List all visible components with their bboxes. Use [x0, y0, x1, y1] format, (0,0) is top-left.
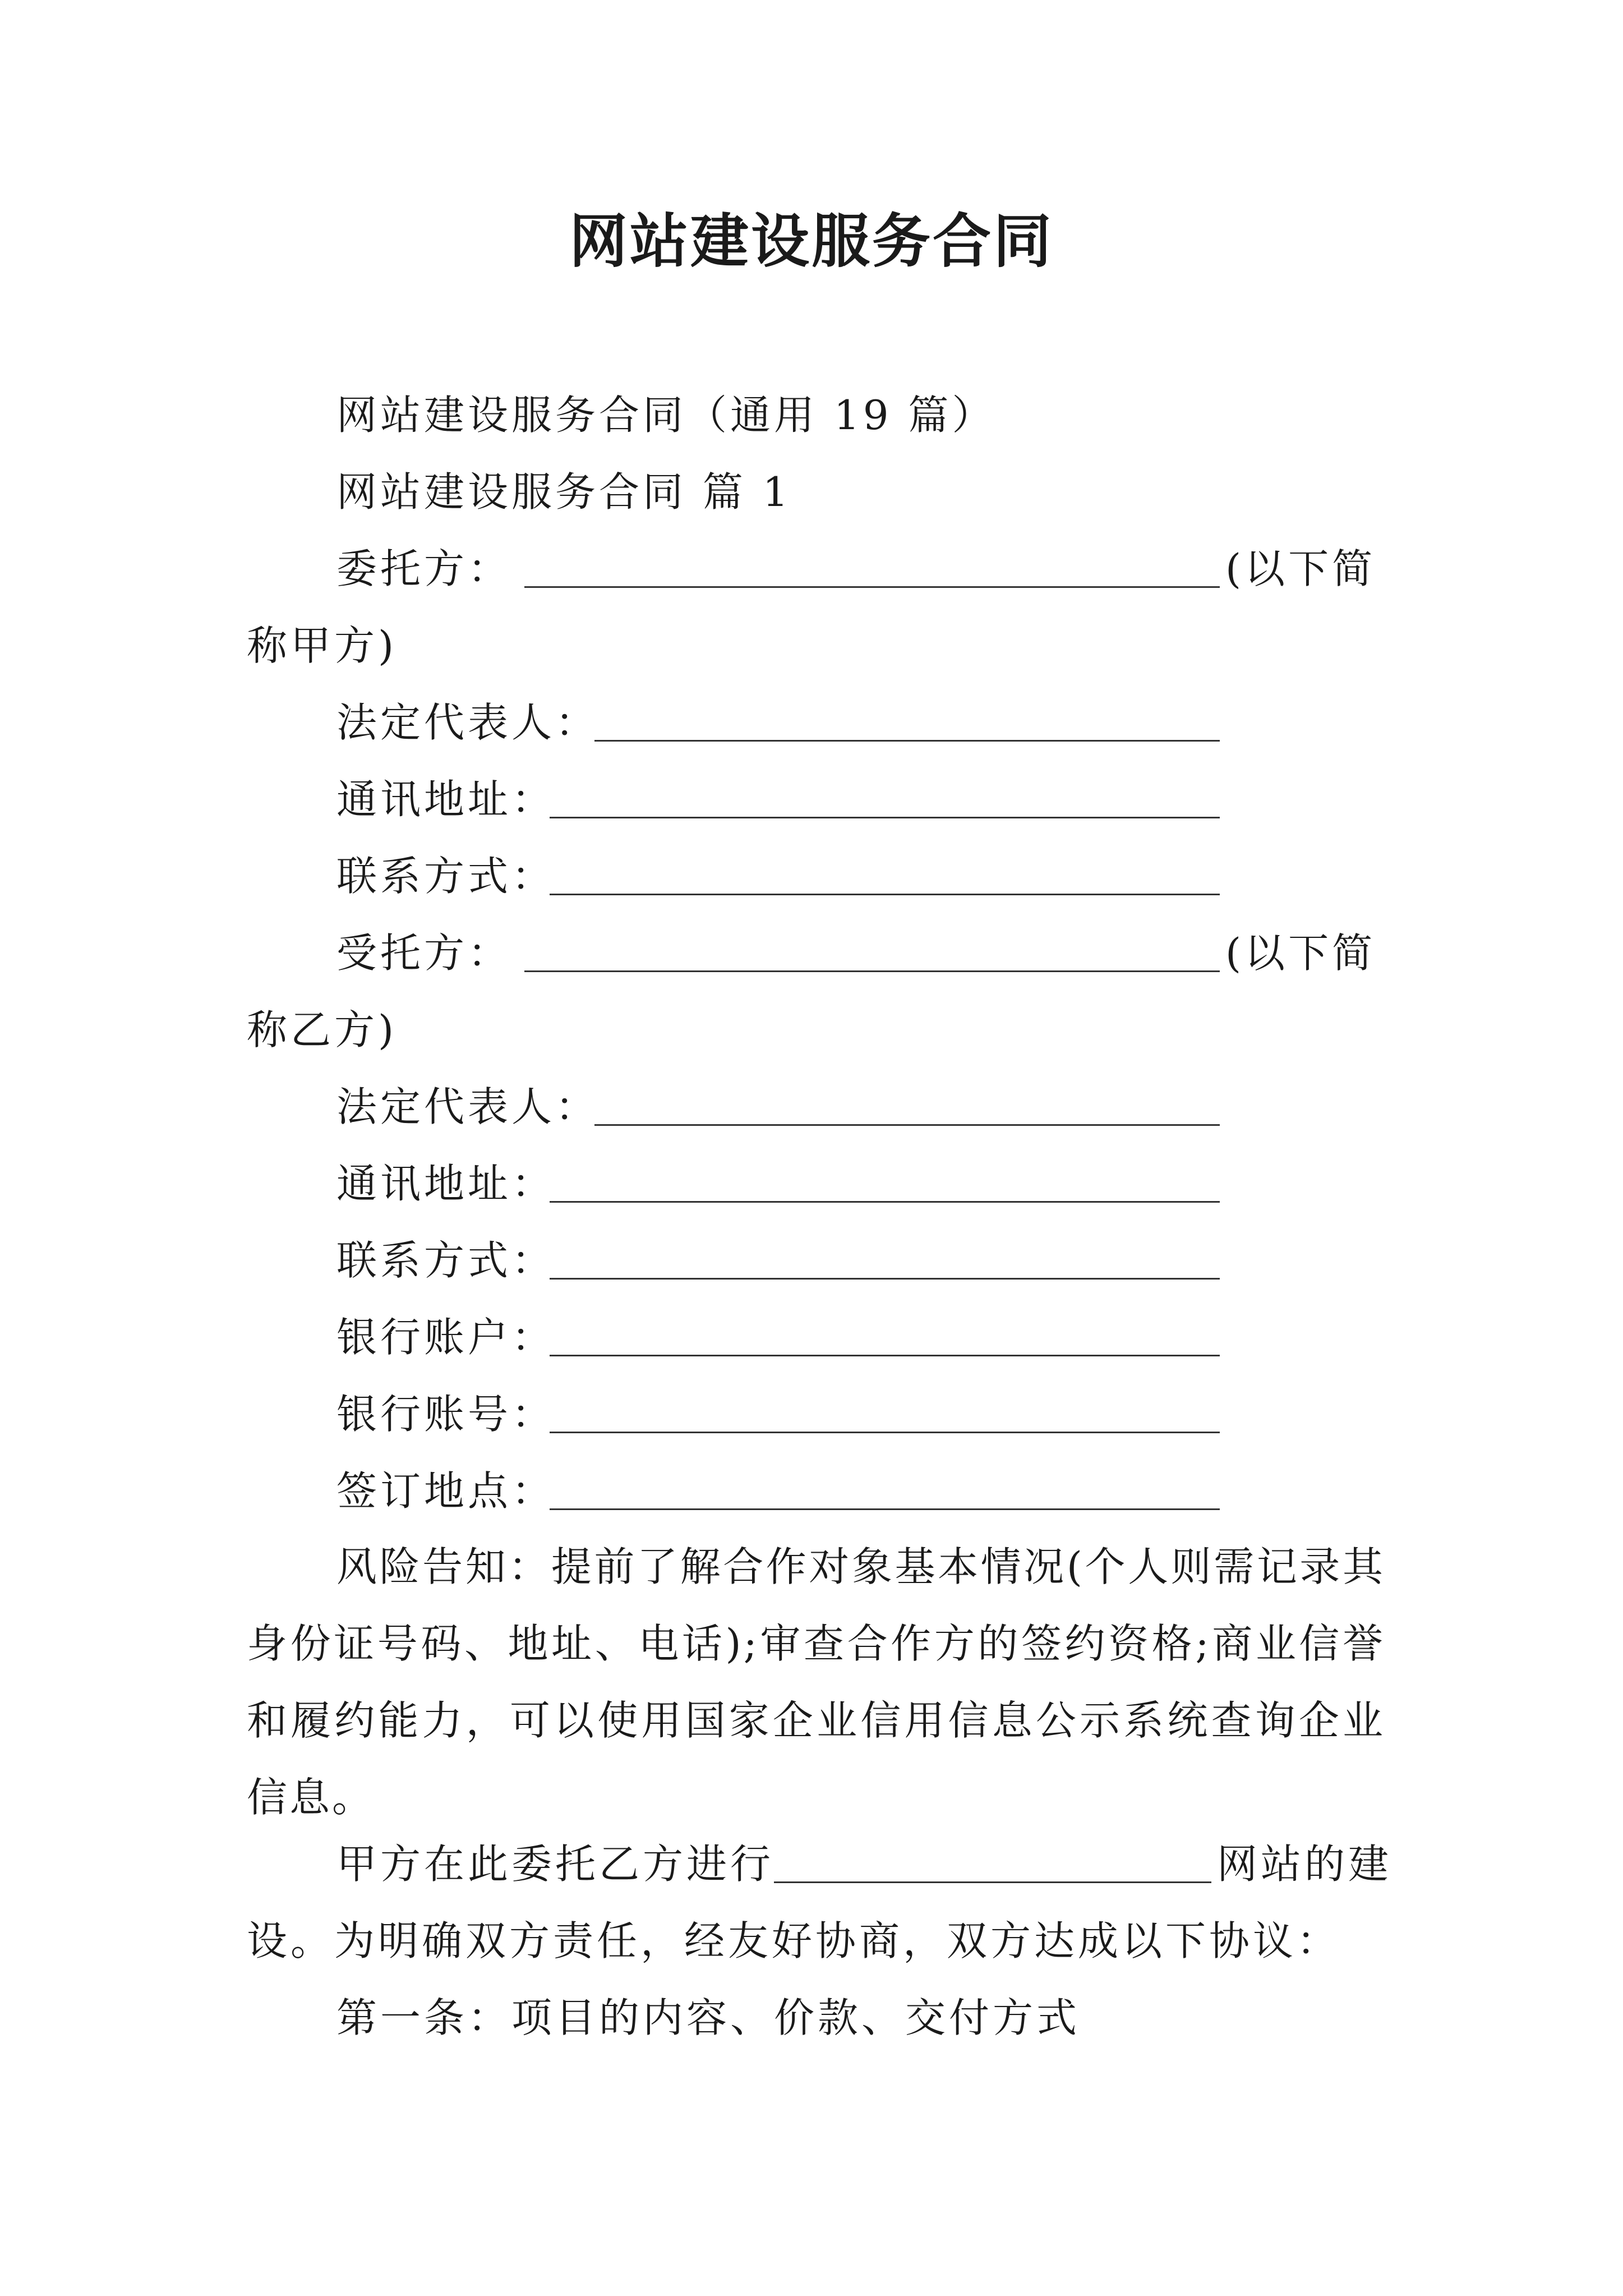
party-a-suffix-cont: 称甲方) — [247, 622, 398, 669]
party-b-contact-blank[interactable] — [550, 1278, 1220, 1280]
party-b-bank-account-label: 银行账户： — [336, 1314, 556, 1361]
party-b-contact-label: 联系方式： — [336, 1237, 556, 1284]
article-1-heading: 第一条：项目的内容、价款、交付方式 — [336, 1994, 1081, 2041]
party-b-bank-number-label: 银行账号： — [336, 1391, 556, 1438]
party-a-contact-label: 联系方式： — [336, 853, 556, 900]
risk-notice-paragraph: 风险告知：提前了解合作对象基本情况(个人则需记录其身份证号码、地址、电话);审查合作方的签约资格;商业信誉和履约能力，可以使用国家企业信用信息公示系统查询企业信息。 — [247, 1543, 1385, 1821]
party-b-address-label: 通讯地址： — [336, 1160, 556, 1207]
party-b-legal-rep-blank[interactable] — [594, 1124, 1220, 1126]
party-a-address-label: 通讯地址： — [336, 776, 556, 823]
party-a-blank[interactable] — [524, 586, 1220, 588]
party-b-legal-rep-label: 法定代表人： — [336, 1083, 600, 1130]
party-a-label: 委托方： — [336, 545, 512, 592]
signing-place-blank[interactable] — [550, 1508, 1220, 1510]
party-a-legal-rep-label: 法定代表人： — [336, 699, 600, 746]
entrust-suffix: 网站的建 — [1217, 1841, 1393, 1888]
signing-place-label: 签订地点： — [336, 1467, 556, 1515]
party-a-contact-blank[interactable] — [550, 894, 1220, 895]
party-b-suffix: (以下简 — [1225, 930, 1376, 977]
website-name-blank[interactable] — [774, 1881, 1211, 1883]
party-b-suffix-cont: 称乙方) — [247, 1006, 398, 1053]
party-a-legal-rep-blank[interactable] — [594, 740, 1220, 742]
party-b-bank-number-blank[interactable] — [550, 1432, 1220, 1433]
party-a-address-blank[interactable] — [550, 817, 1220, 818]
section-heading: 网站建设服务合同 篇 1 — [336, 468, 792, 516]
document-subtitle: 网站建设服务合同（通用 19 篇） — [336, 392, 996, 439]
party-a-suffix: (以下简 — [1225, 545, 1376, 592]
party-b-label: 受托方： — [336, 930, 512, 977]
entrust-continuation: 设。为明确双方责任，经友好协商，双方达成以下协议： — [247, 1917, 1341, 1964]
party-b-address-blank[interactable] — [550, 1201, 1220, 1203]
party-b-bank-account-blank[interactable] — [550, 1355, 1220, 1356]
party-b-blank[interactable] — [524, 970, 1220, 972]
document-title: 网站建设服务合同 — [569, 206, 1054, 275]
entrust-prefix: 甲方在此委托乙方进行 — [336, 1841, 774, 1888]
